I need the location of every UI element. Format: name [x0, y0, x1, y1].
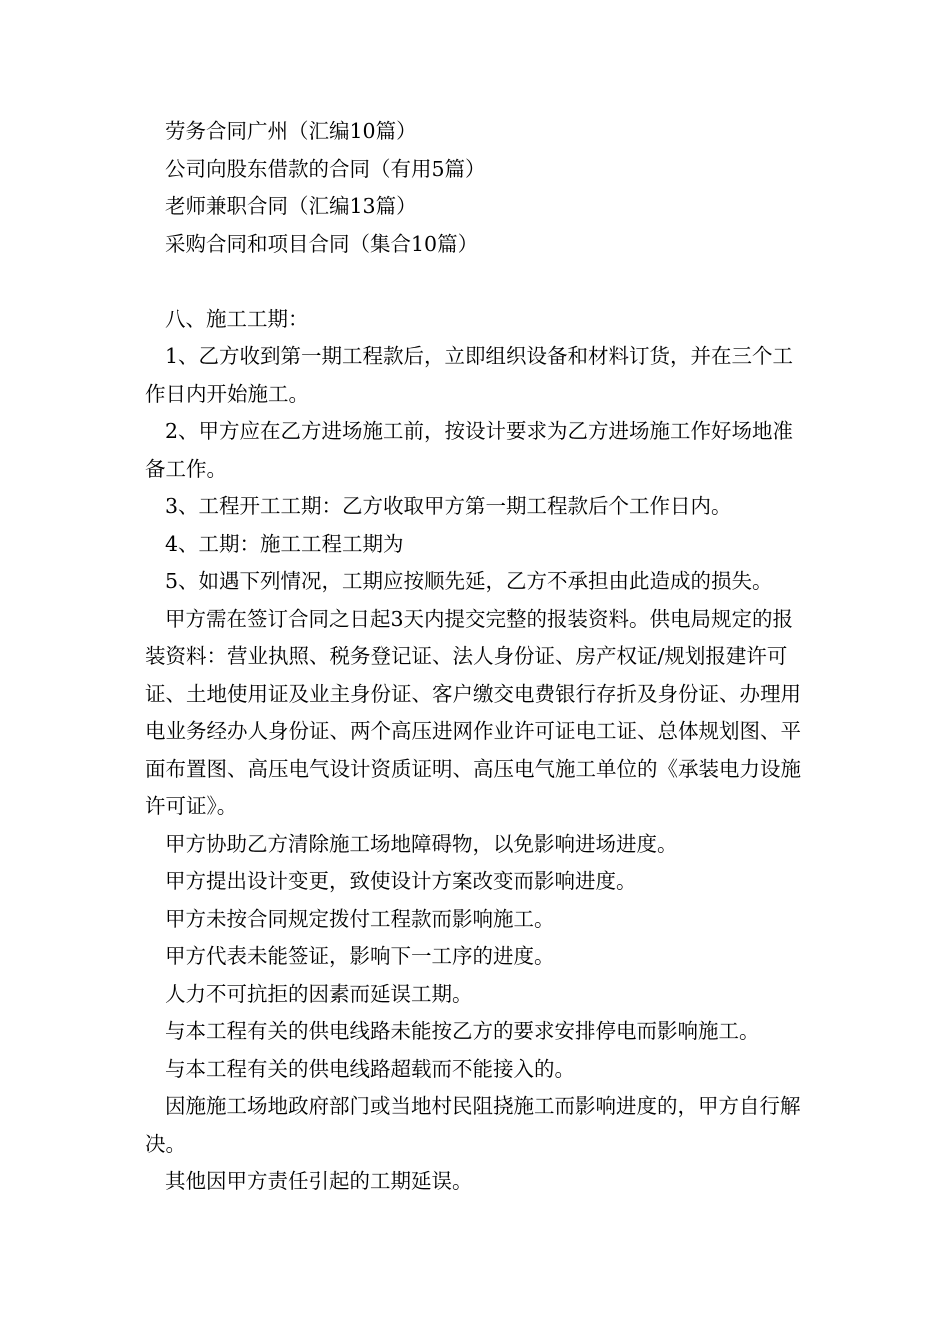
condition-item: 甲方提出设计变更，致使设计方案改变而影响进度。	[165, 869, 637, 893]
document-body	[145, 113, 810, 1201]
condition-item: 与本工程有关的供电线路未能按乙方的要求安排停电而影响施工。	[165, 1019, 760, 1043]
clause-item: 5、如遇下列情况，工期应按顺先延，乙方不承担由此造成的损失。	[165, 569, 773, 593]
condition-item: 甲方未按合同规定拨付工程款而影响施工。	[165, 906, 555, 931]
related-link-4[interactable]: 采购合同和项目合同（集合10篇）	[165, 231, 479, 256]
condition-item: 甲方需在签订合同之日起3天内提交完整的报装资料。供电局规定的报装资料：营业执照、税务登记证、法人身份证、房产权证/规划报建许可证、土地使用证及业主身份证、客户缴交电费银行存折及身份证、办理用电业务经办人身份证、两个高压进网作业许可证电工证、总体规划图、平面布置图、高压电气设计资质证明、高压电气施工单位的《承装电力设施许可证》。	[145, 606, 801, 818]
clause-item: 4、工期：施工工程工期为	[165, 531, 404, 556]
section-heading: 八、施工工期：	[165, 306, 309, 331]
condition-item: 与本工程有关的供电线路超载而不能接入的。	[165, 1056, 575, 1081]
condition-item: 因施施工场地政府部门或当地村民阻挠施工而影响进度的，甲方自行解决。	[145, 1094, 801, 1156]
condition-item: 甲方代表未能签证，影响下一工序的进度。	[165, 944, 555, 968]
condition-item: 其他因甲方责任引起的工期延误。	[165, 1169, 473, 1193]
related-link-1[interactable]: 劳务合同广州（汇编10篇）	[165, 119, 417, 143]
condition-item: 人力不可抗拒的因素而延误工期。	[165, 981, 473, 1006]
clause-item: 3、工程开工工期：乙方收取甲方第一期工程款后个工作日内。	[165, 494, 732, 518]
clause-item: 2、甲方应在乙方进场施工前，按设计要求为乙方进场施工作好场地准备工作。	[145, 419, 794, 481]
spacer	[145, 263, 810, 301]
related-link-3[interactable]: 老师兼职合同（汇编13篇）	[165, 194, 417, 218]
clause-item: 1、乙方收到第一期工程款后，立即组织设备和材料订货，并在三个工作日内开始施工。	[145, 344, 794, 406]
related-link-2[interactable]: 公司向股东借款的合同（有用5篇）	[165, 156, 486, 181]
condition-item: 甲方协助乙方清除施工场地障碍物，以免影响进场进度。	[165, 831, 678, 856]
